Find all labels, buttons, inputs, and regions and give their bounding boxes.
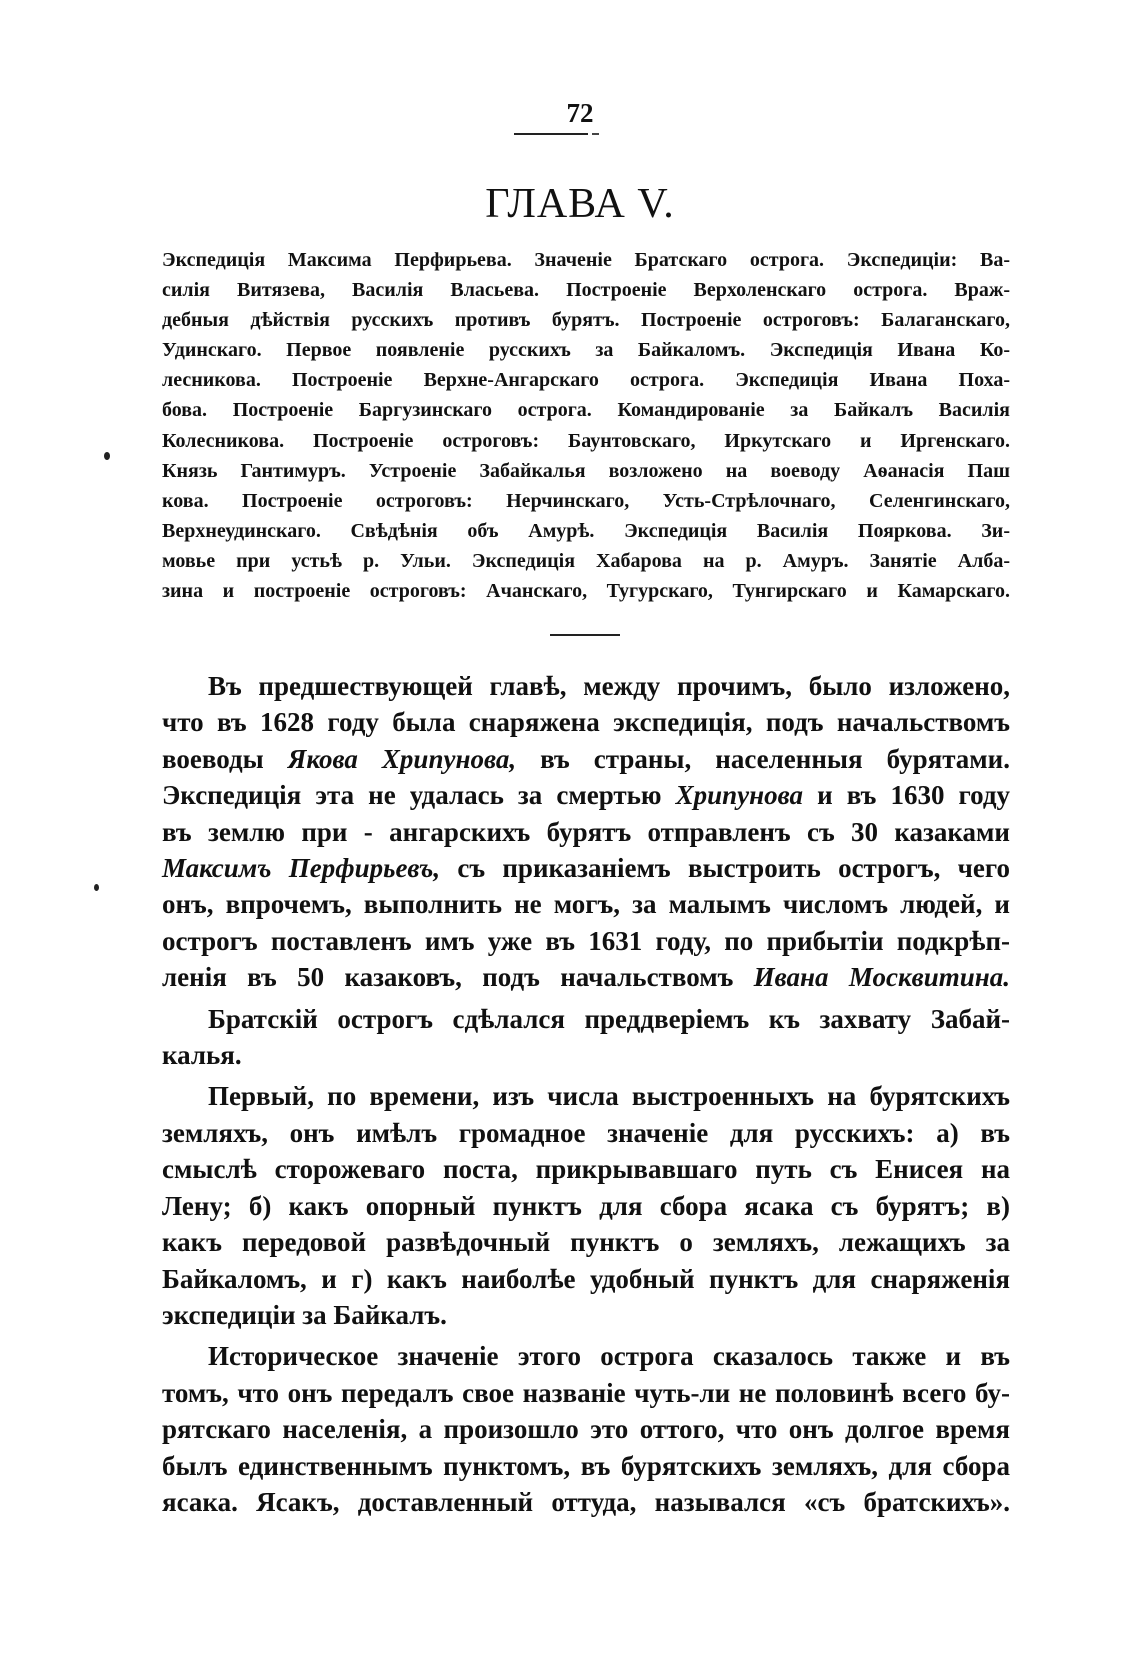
text-line	[162, 668, 1010, 704]
summary-line: лесникова. Построеніе Верхне-Ангарскаго острога. Экспедиція Ивана Поха-	[162, 369, 1010, 392]
text-run: и въ 1630 году	[803, 780, 1010, 811]
summary-line: Колесникова. Построеніе остроговъ: Баунтовскаго, Иркутскаго и Иргенскаго.	[162, 429, 1010, 452]
summary-line: Удинскаго. Первое появленіе русскихъ за Байкаломъ. Экспедиція Ивана Ко-	[162, 339, 1010, 362]
text-line: экспедиціи за Байкалъ.	[162, 1299, 447, 1330]
italic-name: Якова Хрипунова,	[287, 743, 517, 774]
summary-line: мовье при устьѣ р. Ульи. Экспедиція Хабарова на р. Амуръ. Занятіе Албa-	[162, 549, 1010, 572]
page-number: 72	[566, 98, 594, 128]
text-line: Лену; б) какъ опорный пунктъ для сбора ясака съ бурятъ; в)	[162, 1190, 1010, 1221]
text-line	[162, 777, 1010, 813]
summary-line: дебныя дѣйствія русскихъ противъ бурятъ. Построеніе остроговъ: Балаганскаго,	[162, 309, 1010, 332]
text-line	[162, 850, 1010, 886]
margin-dot	[104, 452, 110, 460]
text-line	[162, 704, 1010, 740]
text-line	[162, 814, 1010, 850]
text-line: былъ единственнымъ пунктомъ, въ бурятскихъ земляхъ, для сбора	[162, 1450, 1010, 1481]
summary-line: бова. Построеніе Баргузинскаго острога. Командированіе за Байкалъ Василія	[162, 399, 1010, 422]
text-run: Въ предшествующей главѣ, между прочимъ, было изложено,	[208, 671, 1010, 701]
italic-name: Максимъ Перфирьевъ,	[162, 853, 441, 884]
section-divider	[550, 634, 620, 636]
chapter-title: ГЛАВА V.	[485, 181, 675, 227]
summary-line: силія Витязева, Василія Власьева. Построеніе Верхоленскаго острога. Враж-	[162, 279, 1010, 302]
text-line: Историческое значеніе этого острога сказалось также и въ	[208, 1341, 1010, 1372]
text-run: онъ, впрочемъ, выполнить не могъ, за малымъ числомъ людей, и	[162, 889, 1010, 920]
text-run: въ страны, населенныя бурятами.	[516, 743, 1010, 774]
text-line	[162, 886, 1010, 922]
text-line: ясака. Ясакъ, доставленный оттуда, назывался «съ братскихъ».	[162, 1486, 1010, 1517]
summary-line: кова. Построеніе остроговъ: Нерчинскаго, Усть-Стрѣлочнаго, Селенгинскаго,	[162, 489, 1010, 512]
summary-line: Верхнеудинскаго. Свѣдѣнія объ Амурѣ. Экспедиція Василія Пояркова. Зи-	[162, 519, 1010, 542]
summary-line: зина и построеніе остроговъ: Ачанскаго, Тугурскаго, Тунгирскаго и Камарскаго.	[162, 580, 1010, 603]
chapter-summary	[162, 245, 1010, 606]
text-line: рятскаго населенія, а произошло это оттого, что онъ долгое время	[162, 1414, 1010, 1445]
italic-name: Ивана Москвитина.	[753, 962, 1011, 993]
italic-name: Хрипунова	[675, 780, 804, 811]
text-run: съ приказаніемъ выстроить острогъ, чего	[440, 853, 1010, 884]
text-line: томъ, что онъ передалъ свое названіе чуть-ли не половинѣ всего бу-	[162, 1377, 1010, 1408]
text-line: какъ передовой развѣдочный пунктъ о земляхъ, лежащихъ за	[162, 1227, 1010, 1258]
text-run: въ землю при - ангарскихъ бурятъ отправленъ съ 30 казаками	[162, 816, 1010, 847]
text-line: Первый, по времени, изъ числа выстроенныхъ на бурятскихъ	[208, 1081, 1010, 1112]
text-run: ленія въ 50 казаковъ, подъ начальствомъ	[162, 962, 754, 993]
text-line: Байкаломъ, и г) какъ наиболѣе удобный пунктъ для снаряженія	[162, 1263, 1010, 1294]
text-run: воеводы	[162, 743, 288, 774]
summary-line: Экспедиція Максима Перфирьева. Значеніе Братскаго острога. Экспедиціи: Ва-	[162, 249, 1010, 271]
text-line	[162, 959, 1010, 995]
body-text	[162, 668, 1010, 1520]
page-number-rule	[514, 133, 588, 135]
text-line: смыслѣ сторожеваго поста, прикрывавшаго путь съ Енисея на	[162, 1154, 1010, 1185]
text-line	[162, 923, 1010, 959]
text-run: Экспедиція эта не удалась за смертью	[162, 780, 676, 811]
text-line	[162, 741, 1010, 777]
text-run: что въ 1628 году была снаряжена экспедиція, подъ начальствомъ	[162, 707, 1010, 738]
page-number-rule-dash	[592, 133, 599, 135]
text-line: калья.	[162, 1040, 242, 1071]
summary-line: Князь Гантимуръ. Устроеніе Забайкалья возложено на воеводу Аѳанасія Паш	[162, 459, 1010, 482]
margin-dot	[94, 884, 99, 891]
text-line: Братскій острогъ сдѣлался преддверіемъ къ захвату Забай-	[208, 1003, 1010, 1034]
text-line: земляхъ, онъ имѣлъ громадное значеніе для русскихъ: а) въ	[162, 1117, 1010, 1148]
text-run: острогъ поставленъ имъ уже въ 1631 году, по прибытіи подкрѣп-	[162, 925, 1010, 956]
